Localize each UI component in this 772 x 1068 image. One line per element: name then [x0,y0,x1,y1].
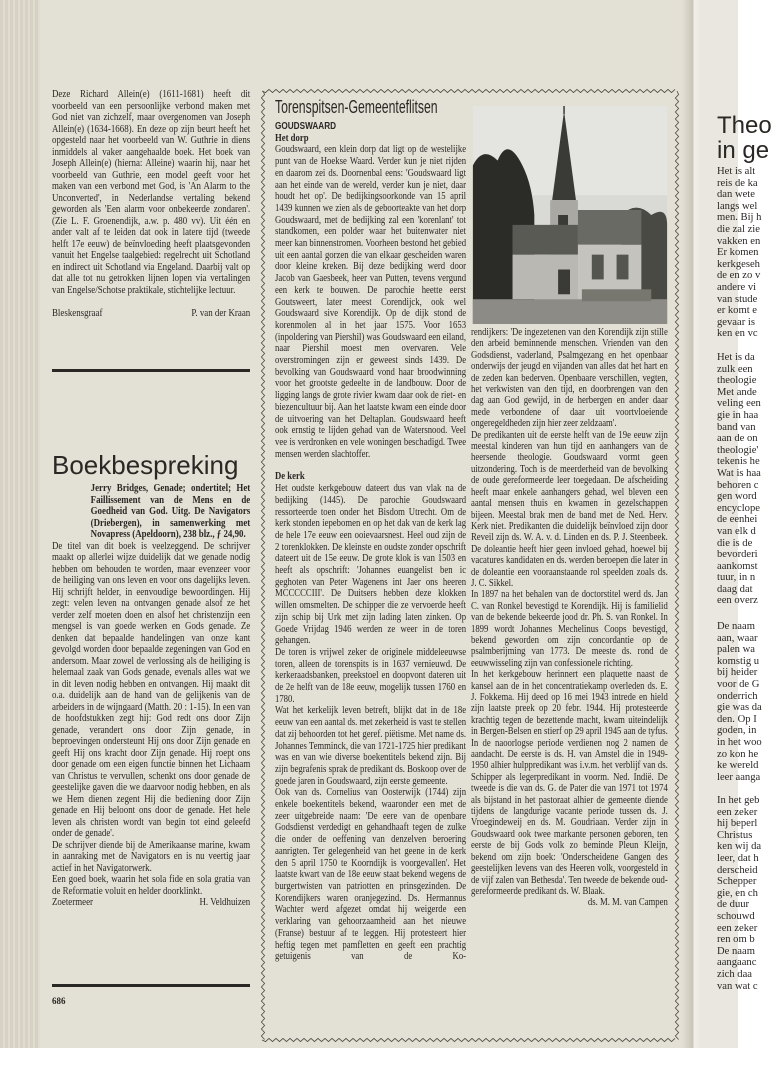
text-line: van stude [717,293,758,305]
text-line: Er komen [717,247,759,259]
text-line: men. Bij h [717,212,762,224]
text-line: ke wereld [717,760,759,772]
feature-paragraph: De toren is vrijwel zeker de originele middeleeuwse toren, alleen de torenspits is in 1637 vernieuwd. De kerkeraadsbanken, preekstoel en doopvont dateren uit de 2e helft van de 18e eeuw, mogelijk tussen 1760 en 1780. [275,646,467,705]
feature-paragraph: In het kerkgebouw herinnert een plaquette naast de kansel aan de in het concentratiekamp overleden ds. E. J. Fokkema. Hij deed op 16 mei 1943 intrede en hield zijn laatste preek op 20 febr. 1944. Hij protesteerde krachtig tegen de bezettende macht, kwam uiteindelijk in Bergen-Belsen en stierf op 29 april 1945 aan de tyfus. In de naoorlogse periode verdienen nog 2 namen de aandacht. De eerste is ds. H. van Amstel die in 1949-1950 alhier hulppredikant was i.v.m. het verblijf van ds. Schipper als legerpredikant in voorm. Ned. Indië. De tweede is die van ds. G. de Pater die van 1971 tot 1974 als bijstand in het pastoraat alhier de gemeente diende tijdens de langdurige vacante periode tussen ds. J. Vroegindeweij en ds. M. Goudriaan. Verder zijn in Goudswaard ook twee markante personen geboren, ten eerste de bij Gods volk zo beminde Pleun Kleijn, bekend om zijn boek: 'Onderscheidene Gangen des geestelijken levens van des Heeren volk, voorgesteld in de vijf zalen van Bethesda'. Ten tweede de bekende oud-gereformeerde predikant ds. W. Blaak. [471,669,668,897]
text-line: Schepper [717,876,757,888]
section-heading: De kerk [275,471,305,483]
feature-paragraph: De predikanten uit de eerste helft van de 19e eeuw zijn meestal kinderen van hun tijd en aanhangers van de heersende theologie. Goudswaard vormt geen uitzondering. Toch is de meerderheid van de bevolking de oude gereformeerde leer toegedaan. De afscheiding heeft maar enkele aanhangers gehad, wel bleven een aantal mensen thuis en kwamen in gezelschappen bijeen. Meestal brak men de band met de Ned. Herv. Kerk niet. Predikanten die duidelijk beïnvloed zijn door Reveil zijn ds. W. A. v. d. Linden en ds. P. J. Steenbeek. De doleantie heeft hier geen invloed gehad, hoewel bij vacatures kandidaten en ds. werden beroepen die later in de doleantie een vooraanstaande rol speelden zoals ds. J. C. Sikkel. [471,429,668,589]
signature-place: Bleskensgraaf [52,308,103,319]
feature-paragraph: Goudswaard, een klein dorp dat ligt op de westelijke punt van de Hoekse Waard. Verder kun je niet rijden en daarom zei ds. Doornenbal eens: 'Goudswaard ligt aan het einde van de wereld, verder kun je niet, daar houdt het op'. De bedijkingsoorkonde van 15 april 1439 kunnen we zien als de geboorteakte van het dorp Goudswaard, met de bedijking zal een 'korenlant' tot standkomen, een polder waar het buitenwater niet meer kan binnenstromen. Voorheen bestond het gebied uit een aantal gorzen die van elkaar gescheiden waren door kleine kreken. Bij deze bedijking werd door Jacob van Gaesbeek, heer van Putten, tevens vergund een kerk te bouwen. De parochie heette eerst Goutsweert, later meest Corendijck, ook wel Goudswaard sive Korendijk. Op de dijk stond de korenmolen al in het jaar 1575. Voor 1653 (inpoldering van Piershil) was Goudswaard een eiland, naar Piershil moest men overvaren. Vele overstromingen zijn er geweest sinds 1439. De bevolking van Goudswaard vond haar broodwinning voor het grootste gedeelte in de landbouw. Door de ligging langs de grote rivier kwam daar ook de riet- en biezencultuur bij. Aan het laatste kwam een einde door de uitvoering van het Deltaplan. Goudswaard heeft ook ernstig te lijden gehad van de Watersnood. Veel vee is verdronken en vele woningen beschadigd. Twee mensen werden slachtoffer. [275,144,467,460]
text-line: De naam [717,945,755,957]
section-heading: Het dorp [275,132,309,144]
text-line: gie, en ch [717,887,758,899]
text-line: derscheid [717,864,758,876]
text-block [717,166,761,340]
text-line: gie in haa [717,409,759,421]
text-line: theologie' [717,444,759,456]
text-line: er komt e [717,305,758,317]
feature-column-1 [275,121,466,963]
text-line: kerkgeseh [717,258,760,270]
signature-place: Zoetermeer [52,897,94,908]
text-line: komstig u [717,655,760,667]
text-line: schouwd [717,910,755,922]
right-page [702,0,772,1048]
feature-paragraph: Wat het kerkelijk leven betreft, blijkt dat in de 18e eeuw van een aantal ds. met zekerheid is vast te stellen dat zij behoorden tot het geref. piëtisme. Met name ds. Johannes Temminck, die van 1721-1725 hier predikant was en van wie diverse boekentitels bekend zijn. Bij zijn begrafenis sprak de predikant ds. Boskoop over de goede jaren in Goudswaard, zijn eerste gemeente. [275,705,467,787]
wavy-border-top [262,89,675,92]
review-heading: Boekbespreking [52,450,239,480]
text-line: een zeker [717,922,758,934]
text-line: aan, waar [717,632,758,644]
review-reference: Jerry Bridges, Genade; ondertitel; Het Faillissement van de Mens en de Goedheid van God. Uitg. De Navigators (Driebergen), in samenwerking met Novapress (Apeldoorn), 238 blz., ƒ 24,90. [90,483,251,540]
text-line: onderrich [717,690,758,702]
text-line: de duur [717,899,750,911]
text-line: gie was da [717,702,762,714]
feature-paragraph: rendijkers: 'De ingezetenen van den Korendijk zijn stille den arbeid beminnende menschen. Vrienden van den Godsdienst, vaderland, Psalmgezang en het openbaar onderwijs der jeugd en vijanden van alles dat het hart en de zeden kan bederven. Openbaare verschillen, vegten, het verkwisten van den tijd, en doorbrengen van den dag aan God gewijd, in de herbergen en ander daar mede verbondene of daar uit voortvloeiende ongeregeldheden zijn hier zeer zeldzaam'. [471,327,668,430]
scan-margin [0,1048,738,1068]
text-line: ken wij da [717,841,762,853]
book-gutter [682,0,702,1048]
text-line: van elk d [717,525,756,537]
text-line: De naam [717,621,755,632]
text-line: Het is alt [717,166,756,177]
feature-paragraph: Ook van ds. Cornelius van Oosterwijk (1744) zijn enkele boekentitels bekend, waaronder een met de zeer uitgebreide naam: 'De eere van de openbare Godsdienst verdedigt en gehandhaaft tegen de zulke die onder de oeffening van denzelven beroering aanrigten. Ter gelegenheid van het geene in de kerk den 5 april 1750 te Koorndijk is voorgevallen'. Het laatste kwart van de 18e eeuw staat bekend wegens de burgertwisten van patriotten en prinsgezinden. De Korendijkers waren oranjegezind. Ds. Hermannus Wachter werd afgezet omdat hij weigerde een verklaring van gehoorzaamheid aan het nieuwe (Franse) bestuur af te leggen. Hij protesteert hier heftig tegen met pamfletten en geeft een prachtig getuigenis van de Ko- [275,787,467,963]
text-line: Met ande [717,386,757,398]
wavy-border-bottom [262,1038,675,1041]
feature-column-2 [471,327,668,909]
text-line: In het geb [717,795,760,806]
text-line: leer, dat h [717,852,759,864]
text-line: Wat is haa [717,467,761,479]
text-line: tuur, in n [717,572,756,584]
page-number: 686 [52,996,66,1006]
text-line: vakken en [717,235,761,247]
review-paragraph: De schrijver diende bij de Amerikaanse marine, kwam in aanraking met de Navigators en is nu veertig jaar actief in het Navigatorwerk. [52,839,251,874]
text-line: van wat c [717,980,758,992]
title-line: in ge [717,137,770,164]
church-photo [472,106,668,324]
text-line: leer aanga [717,771,761,783]
text-line: die zal zie [717,223,760,235]
text-line: voor de G [717,678,760,690]
wavy-border-right [675,91,678,1040]
text-line: de eenhei [717,514,758,526]
signature-author: P. van der Kraan [191,308,251,319]
text-line: andere vi [717,281,757,293]
review-paragraph: Een goed boek, waarin het sola fide en sola gratia van de Reformatie voluit en helder doorklinkt. [52,874,251,897]
title-line: Theo [717,112,772,139]
text-line: bij heider [717,667,758,679]
text-line: goden, in [717,725,757,737]
text-line: behoren c [717,479,759,491]
text-line: hij beperl [717,818,758,830]
text-line: tekenis he [717,456,760,468]
text-line: Christus [717,829,753,841]
text-block [717,621,762,783]
review-paragraph: De titel van dit boek is veelzeggend. De schrijver maakt op allerlei wijze duidelijk dat we genade nodig hebben om behouden te worden, maar evenzeer voor de heiliging van ons leven en voor ons dagelijks leven. Hij schrijft helder, in eenvoudige bewoordingen. Hij zegt: velen leven na ontvangen genade alsof ze het verder zelf moeten doen en alsof het christenzijn een mengsel is van goede werken en Gods genade. Ze denken dat bepaalde handelingen van onze kant gevolgd worden door bepaalde zegeningen van God en andersom. Maar zowel de verlossing als de heiliging is helemaal zaak van Gods genade, evenals alles wat we in dit leven nodig hebben en ontvangen. Hij maakt dit o.a. duidelijk aan de hand van de gelijkenis van de arbeiders in de wijngaard (Matth. 20 : 1-15). In een van de hoofdstukken zegt hij: God redt ons door Zijn genade, verandert ons door Zijn genade, in beproevingen ondersteunt Hij ons door Zijn genade en geeft Hij ons kracht door Zijn genade. Hij roept ons door genade om een eigen functie binnen het Lichaam van Christus te vervullen, schenkt ons door genade de geestelijke gaven die we daarvoor nodig hebben, en als we Hem dienen zegent Hij die bediening door Zijn genade en Hij beloont ons door de genade. Het hele leven als christen wordt van begin tot eind geleefd onder de genade'. [52,540,251,839]
feature-author: ds. M. M. van Campen [587,897,668,909]
text-line: langs wel [717,200,758,212]
text-line: gevaar is [717,316,755,328]
text-line: de en zo v [717,270,761,282]
text-line: dan wete [717,189,755,201]
text-line: die is de [717,537,753,549]
text-line: palen wa [717,644,755,656]
text-line: zich daa [717,968,752,980]
feature-paragraph: In 1897 na het behalen van de doctorstitel werd ds. Jan C. van Ronkel bevestigd te Korendijk. Hij is familielid van de bekende bekeerde jood dr. Ph. S. van Ronkel. In 1899 wordt Johannes Mechelinus Coops bevestigd, bekend geworden om zijn concordantie op de psalmberijming van 1773. De meeste ds. rond de eeuwwisseling zijn van confessionele richting. [471,589,668,669]
text-block [717,352,761,607]
feature-place: GOUDSWAARD [275,121,337,132]
text-line: band van [717,421,756,433]
text-line: aangaanc [717,957,757,969]
text-line: theologie [717,375,757,387]
text-line: encyclope [717,502,760,514]
text-line: ren om b [717,934,755,946]
text-line: aankomst [717,560,758,572]
text-line: Het is da [717,352,755,363]
text-line: veling een [717,398,761,410]
text-line: zo kon he [717,748,759,760]
article-body: Deze Richard Allein(e) (1611-1681) heeft dit voorbeeld van een persoonlijke verbond maken met God niet van zichzelf, maar overgenomen van Joseph Allein(e) (1634-1668). En deze op zijn beurt heeft het opgesteld naar het voorbeeld van W. Guthrie in diens inmiddels al vaker aangehaalde boek. Het boek van Joseph Allein(e) (hierna: Alleine) waarin hij, naar het voorbeeld van Guthrie, een model geeft voor het maken van een verbond met God, is 'An Alarm to the Unconverted', in Nederlandse vertaling bekend geworden als 'Een alarm voor onbekeerde zondaren'. (Zie L. F. Groenendijk, a.w. p. 480 vv). Uit één en ander valt af te leiden dat ook in latere tijd (tweede helft 17e eeuw) de beïnvloeding heeft plaatsgevonden vanuit het Engelse taalgebied: regelrecht uit Schotland en indirect uit Schotland via Engeland. Daarbij valt op dat alle tot nu getrokken lijnen lopen via vertalingen van Engelse/Schotse praktikale, stichtelijke lectuur. [52,89,251,296]
text-line: ken en vc [717,328,758,340]
signature-author: H. Veldhuizen [199,897,251,908]
feature-paragraph: Het oudste kerkgebouw dateert dus van vlak na de bedijking (1445). De parochie Goudswaard ressorteerde toen onder het Bisdom Utrecht. Om de kerk stonden iepebomen en op het dak van de kerk lag de hele 17e eeuw een ooievaarsnest. Heel oud zijn de 2 torenklokken. De kleinste en oudste zonder opschrift dateert uit de 15e eeuw. De grote klok is van 1503 en heeft als opschrift: 'Johannes euangelist ben ic geghoten van Peter Wagenens int Jaer ons heeren MCCCCCIII'. De Duitsers hebben deze klokken willen omsmelten. De schipper die ze vervoerde heeft zijn schip bij Urk met zijn lading laten zinken. Op Goede Vrijdag 1946 werden ze weer in de toren gehangen. [275,483,467,647]
wavy-border-left [261,91,264,1040]
text-line: in het woo [717,736,762,748]
text-line: een overz [717,595,758,607]
text-block [717,795,761,992]
text-line: een zeker [717,806,758,818]
text-line: bevorderi [717,549,758,561]
text-line: den. Op I [717,713,757,725]
text-line: reis de ka [717,177,758,189]
text-line: gen word [717,491,757,503]
text-line: daag dat [717,583,753,595]
text-line: aan de on [717,433,758,445]
text-line: zulk een [717,363,753,375]
right-page-title [717,113,772,163]
feature-title: Torenspitsen-Gemeenteflitsen [275,97,438,117]
